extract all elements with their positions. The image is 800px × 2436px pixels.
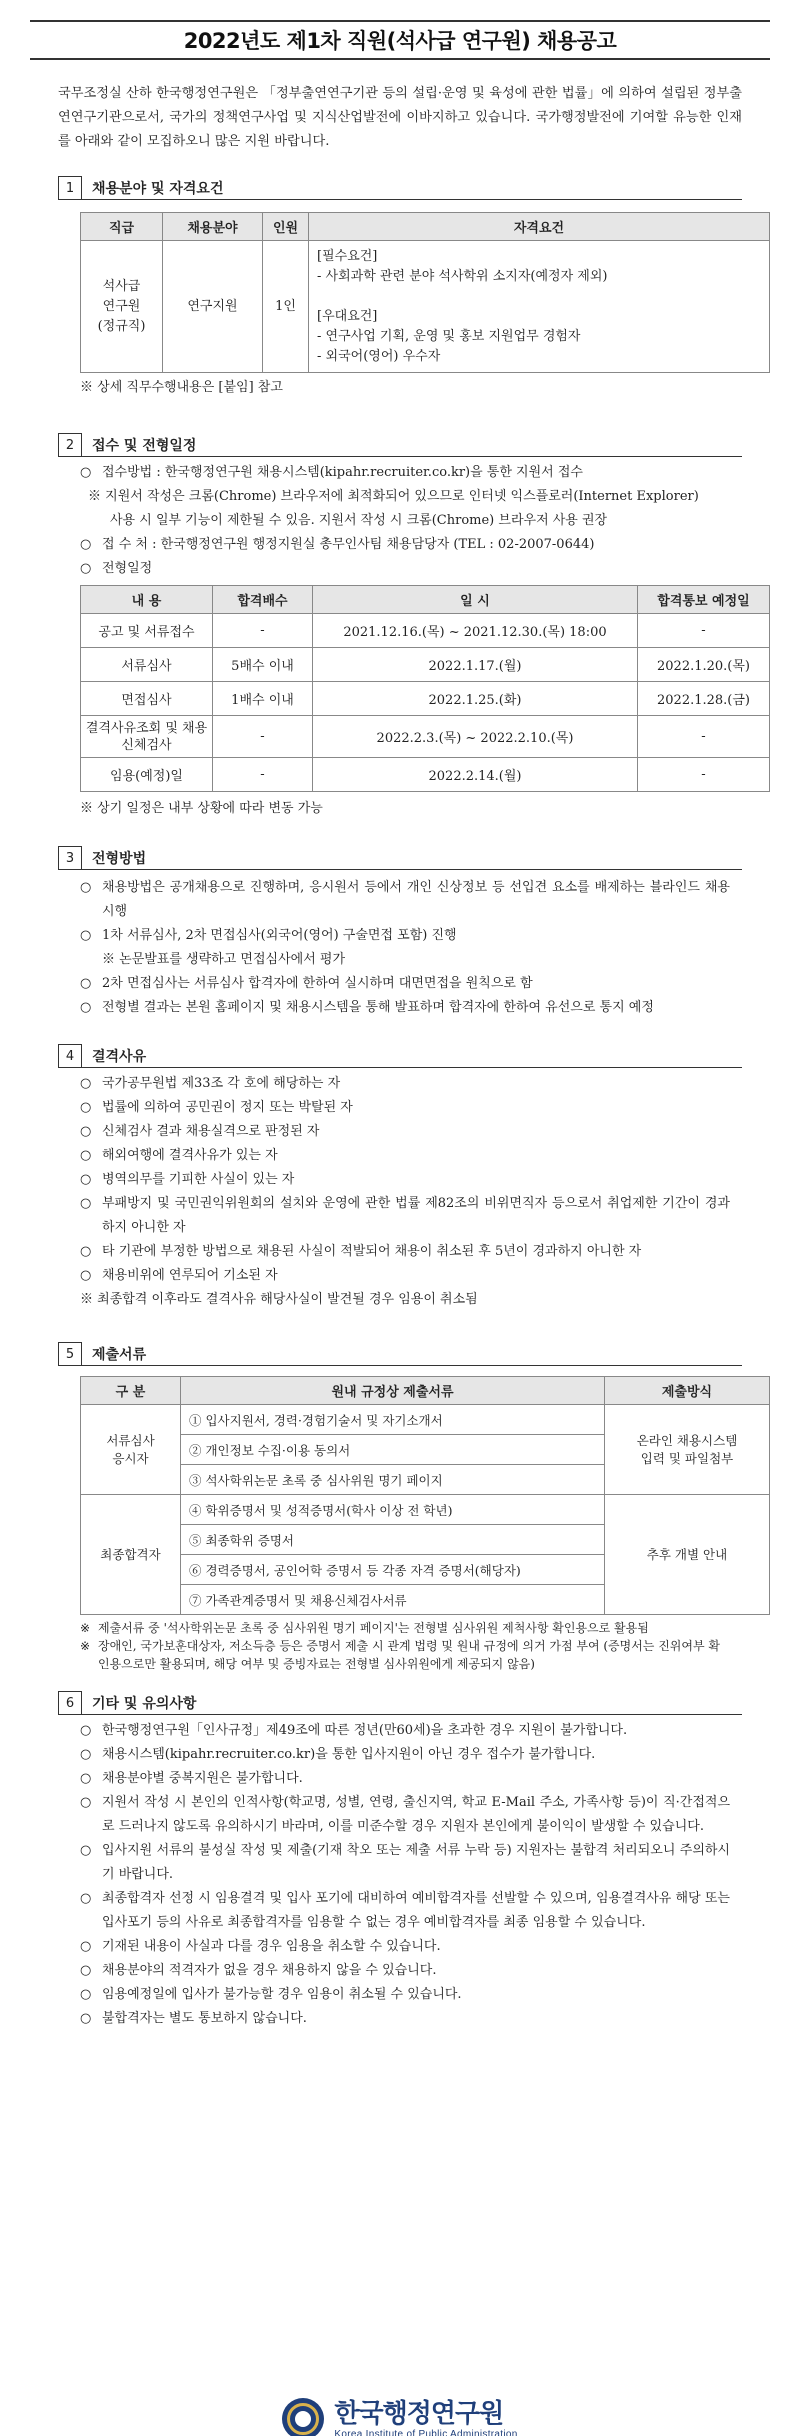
rank-line: 석사급 bbox=[102, 278, 141, 294]
section-1-header bbox=[58, 176, 742, 200]
document-cell: ⑤ 최종학위 증명서 bbox=[181, 1525, 605, 1555]
section-number: 2 bbox=[58, 433, 82, 457]
rank-line: 연구원 bbox=[102, 298, 141, 314]
bullet-icon: ○ bbox=[80, 465, 92, 480]
col-header: 합격배수 bbox=[213, 586, 313, 614]
list-item: ○ 기재된 내용이 사실과 다를 경우 임용을 취소할 수 있습니다. bbox=[80, 1935, 730, 1959]
bullet-icon: ○ bbox=[80, 1148, 92, 1163]
qualification-table bbox=[80, 212, 770, 373]
col-header: 구 분 bbox=[81, 1377, 181, 1405]
table-cell: 2022.1.20.(목) bbox=[638, 648, 770, 682]
bullet-icon: ○ bbox=[80, 880, 92, 895]
section-2-header bbox=[58, 433, 742, 457]
list-item: ○ 임용예정일에 입사가 불가능할 경우 임용이 취소될 수 있습니다. bbox=[80, 1983, 730, 2007]
section-title: 접수 및 전형일정 bbox=[92, 437, 197, 454]
table-cell: 2021.12.16.(목) ~ 2021.12.30.(목) 18:00 bbox=[313, 614, 638, 648]
list-item: ○ 부패방지 및 국민권익위원회의 설치와 운영에 관한 법률 제82조의 비위면직자 등으로서 취업제한 기간이 경과하지 아니한 자 bbox=[80, 1192, 730, 1240]
list-item: ○ 채용분야의 적격자가 없을 경우 채용하지 않을 수 있습니다. bbox=[80, 1959, 730, 1983]
bullet-icon: ○ bbox=[80, 1747, 92, 1762]
bullet-icon: ○ bbox=[80, 1000, 92, 1015]
list-item: ○ 채용시스템(kipahr.recruiter.co.kr)을 통한 입사지원이 아닌 경우 접수가 불가합니다. bbox=[80, 1743, 730, 1767]
bullet-icon: ○ bbox=[80, 1843, 92, 1858]
list-item: ○ 2차 면접심사는 서류심사 합격자에 한하여 실시하며 대면면접을 원칙으로 함 bbox=[80, 972, 730, 996]
table-cell: 공고 및 서류접수 bbox=[81, 614, 213, 648]
list-item: ○ 한국행정연구원「인사규정」제49조에 따른 정년(만60세)을 초과한 경우 지원이 불가합니다. bbox=[80, 1719, 730, 1743]
list-item: ○ 접 수 처 : 한국행정연구원 행정지원실 총무인사팀 채용담당자 (TEL : 02-2007-0644) bbox=[80, 533, 730, 557]
list-item: ○ 접수방법 : 한국행정연구원 채용시스템(kipahr.recruiter.co.kr)을 통한 지원서 접수 bbox=[80, 461, 730, 485]
col-header: 일 시 bbox=[313, 586, 638, 614]
table-row bbox=[81, 1405, 770, 1435]
list-item: ○ 법률에 의하여 공민권이 정지 또는 박탈된 자 bbox=[80, 1096, 730, 1120]
table-cell: - bbox=[213, 758, 313, 792]
list-item: ○ 해외여행에 결격사유가 있는 자 bbox=[80, 1144, 730, 1168]
list-item: ※ 최종합격 이후라도 결격사유 해당사실이 발견될 경우 임용이 취소됨 bbox=[80, 1292, 478, 1307]
table-cell: 2022.1.28.(금) bbox=[638, 682, 770, 716]
required-title: [필수요건] bbox=[317, 248, 378, 264]
list-item: ○ 채용방법은 공개채용으로 진행하며, 응시원서 등에서 개인 신상정보 등 선입견 요소를 배제하는 블라인드 채용 시행 bbox=[80, 876, 730, 924]
list-item: ○ 지원서 작성 시 본인의 인적사항(학교명, 성별, 연령, 출신지역, 학교 E-Mail 주소, 가족사항 등)이 직·간접적으로 드러나지 않도록 유의하시기 바라며, 이를 미준수할 경우 지원자 본인에게 불이익이 발생할 수 있습니다. bbox=[80, 1791, 730, 1839]
list-item: ○ 불합격자는 별도 통보하지 않습니다. bbox=[80, 2007, 730, 2031]
bullet-icon: ○ bbox=[80, 1196, 92, 1211]
col-header: 채용분야 bbox=[163, 213, 263, 241]
table-cell: 결격사유조회 및 채용신체검사 bbox=[81, 716, 213, 758]
reference-mark-icon: ※ bbox=[80, 1621, 91, 1635]
table-cell: - bbox=[638, 614, 770, 648]
bullet-icon: ○ bbox=[80, 1268, 92, 1283]
col-header: 자격요건 bbox=[309, 213, 770, 241]
section-title: 채용분야 및 자격요건 bbox=[92, 180, 224, 197]
list-item: ○ 전형일정 bbox=[80, 557, 730, 581]
table-row bbox=[81, 648, 770, 682]
note-item: ※ 장애인, 국가보훈대상자, 저소득층 등은 증명서 제출 시 관계 법령 및 원내 규정에 의거 가점 부여 (증명서는 진위여부 확인용으로만 활용되며, 해당 여부 및 증빙자료는 전형별 심사위원에게 제공되지 않음) bbox=[80, 1639, 720, 1671]
bullet-icon: ○ bbox=[80, 1891, 92, 1906]
rank-line: (정규직) bbox=[97, 318, 146, 334]
table-cell: 5배수 이내 bbox=[213, 648, 313, 682]
section-title: 결격사유 bbox=[92, 1048, 147, 1065]
application-info bbox=[80, 461, 730, 581]
org-name-korean: 한국행정연구원 bbox=[334, 2398, 504, 2429]
bullet-icon: ○ bbox=[80, 1723, 92, 1738]
table-cell: 2022.2.3.(목) ~ 2022.2.10.(목) bbox=[313, 716, 638, 758]
section-number: 1 bbox=[58, 176, 82, 200]
notice-list bbox=[80, 1719, 730, 2031]
count-cell: 1인 bbox=[263, 241, 309, 373]
table-cell: - bbox=[213, 716, 313, 758]
recruitment-notice bbox=[0, 20, 800, 2436]
document-cell: ④ 학위증명서 및 성적증명서(학사 이상 전 학년) bbox=[181, 1495, 605, 1525]
preferred-item: - 연구사업 기획, 운영 및 홍보 지원업무 경험자 bbox=[317, 328, 581, 344]
document-cell: ② 개인정보 수집·이용 동의서 bbox=[181, 1435, 605, 1465]
table-cell: - bbox=[638, 758, 770, 792]
list-item: ○ 1차 서류심사, 2차 면접심사(외국어(영어) 구술면접 포함) 진행 bbox=[80, 924, 730, 948]
table-row bbox=[81, 241, 770, 373]
col-header: 직급 bbox=[81, 213, 163, 241]
bullet-icon: ○ bbox=[80, 537, 92, 552]
table-row bbox=[81, 614, 770, 648]
list-subnote: 사용 시 일부 기능이 제한될 수 있음. 지원서 작성 시 크롬(Chrome) 브라우저 사용 권장 bbox=[110, 513, 608, 528]
document-cell: ③ 석사학위논문 초록 중 심사위원 명기 페이지 bbox=[181, 1465, 605, 1495]
section-title: 제출서류 bbox=[92, 1346, 147, 1363]
disqualification-list bbox=[80, 1072, 730, 1312]
reference-mark-icon: ※ bbox=[88, 489, 102, 504]
footer-logo bbox=[0, 2398, 800, 2436]
table-cell: 2022.2.14.(월) bbox=[313, 758, 638, 792]
table-row bbox=[81, 1495, 770, 1525]
col-header: 제출방식 bbox=[605, 1377, 770, 1405]
bullet-icon: ○ bbox=[80, 1172, 92, 1187]
list-item: ○ 채용분야별 중복지원은 불가합니다. bbox=[80, 1767, 730, 1791]
bullet-icon: ○ bbox=[80, 1076, 92, 1091]
list-subnote: ※ 논문발표를 생략하고 면접심사에서 평가 bbox=[102, 952, 346, 967]
section-note: ※ 상세 직무수행내용은 [붙임] 참고 bbox=[80, 380, 283, 395]
table-cell: 면접심사 bbox=[81, 682, 213, 716]
document-cell: ① 입사지원서, 경력·경험기술서 및 자기소개서 bbox=[181, 1405, 605, 1435]
section-3-header bbox=[58, 846, 742, 870]
table-cell: - bbox=[213, 614, 313, 648]
list-item: ○ 최종합격자 선정 시 임용결격 및 입사 포기에 대비하여 예비합격자를 선발할 수 있으며, 임용결격사유 해당 또는 입사포기 등의 사유로 최종합격자를 임용할 수 없는 경우 예비합격자를 최종 임용할 수 있습니다. bbox=[80, 1887, 730, 1935]
title-bar bbox=[30, 20, 770, 60]
intro-paragraph: 국무조정실 산하 한국행정연구원은 「정부출연연구기관 등의 설립·운영 및 육성에 관한 법률」에 의하여 설립된 정부출연연구기관으로서, 국가의 정책연구사업 및 지식산업발전에 이바지하고 있습니다. 국가행정발전에 기여할 유능한 인재를 아래와 같이 모집하오니 많은 지원 바랍니다. bbox=[58, 86, 742, 149]
bullet-icon: ○ bbox=[80, 561, 92, 576]
preferred-item: - 외국어(영어) 우수자 bbox=[317, 348, 441, 364]
table-cell: 임용(예정)일 bbox=[81, 758, 213, 792]
table-cell: 2022.1.17.(월) bbox=[313, 648, 638, 682]
section-note: ※ 상기 일정은 내부 상황에 따라 변동 가능 bbox=[80, 801, 323, 816]
col-header: 합격통보 예정일 bbox=[638, 586, 770, 614]
section-6-header bbox=[58, 1691, 742, 1715]
org-name-english: Korea Institute of Public Administration bbox=[334, 2428, 518, 2436]
col-header: 인원 bbox=[263, 213, 309, 241]
bullet-icon: ○ bbox=[80, 1795, 92, 1810]
list-item: ○ 신체검사 결과 채용실격으로 판정된 자 bbox=[80, 1120, 730, 1144]
section-number: 6 bbox=[58, 1691, 82, 1715]
bullet-icon: ○ bbox=[80, 1100, 92, 1115]
method-cell: 추후 개별 안내 bbox=[605, 1495, 770, 1615]
table-cell: 서류심사 bbox=[81, 648, 213, 682]
note-item: ※ 제출서류 중 '석사학위논문 초록 중 심사위원 명기 페이지'는 전형별 심사위원 제척사항 확인용으로 활용됨 bbox=[80, 1621, 649, 1635]
group-label-cell: 서류심사 응시자 bbox=[81, 1405, 181, 1495]
section-title: 기타 및 유의사항 bbox=[92, 1695, 197, 1712]
documents-notes bbox=[80, 1619, 730, 1673]
required-item: - 사회과학 관련 분야 석사학위 소지자(예정자 제외) bbox=[317, 268, 608, 284]
bullet-icon: ○ bbox=[80, 1963, 92, 1978]
section-title: 전형방법 bbox=[92, 850, 147, 867]
table-cell: 2022.1.25.(화) bbox=[313, 682, 638, 716]
selection-method-list bbox=[80, 876, 730, 1020]
table-row bbox=[81, 758, 770, 792]
list-item: ○ 국가공무원법 제33조 각 호에 해당하는 자 bbox=[80, 1072, 730, 1096]
document-cell: ⑥ 경력증명서, 공인어학 증명서 등 각종 자격 증명서(해당자) bbox=[181, 1555, 605, 1585]
bullet-icon: ○ bbox=[80, 1244, 92, 1259]
list-item: ○ 채용비위에 연루되어 기소된 자 bbox=[80, 1264, 730, 1288]
requirements-cell bbox=[309, 241, 770, 373]
org-name bbox=[334, 2399, 517, 2436]
section-number: 5 bbox=[58, 1342, 82, 1366]
list-item: ○ 입사지원 서류의 불성실 작성 및 제출(기재 착오 또는 제출 서류 누락 등) 지원자는 불합격 처리되오니 주의하시기 바랍니다. bbox=[80, 1839, 730, 1887]
list-subnote: ※ 지원서 작성은 크롬(Chrome) 브라우저에 최적화되어 있으므로 인터넷 익스플로러(Internet Explorer) bbox=[88, 489, 699, 504]
table-cell: - bbox=[638, 716, 770, 758]
bullet-icon: ○ bbox=[80, 2011, 92, 2026]
field-cell: 연구지원 bbox=[163, 241, 263, 373]
list-item: ○ 타 기관에 부정한 방법으로 채용된 사실이 적발되어 채용이 취소된 후 5년이 경과하지 아니한 자 bbox=[80, 1240, 730, 1264]
bullet-icon: ○ bbox=[80, 1124, 92, 1139]
bullet-icon: ○ bbox=[80, 1939, 92, 1954]
document-cell: ⑦ 가족관계증명서 및 채용신체검사서류 bbox=[181, 1585, 605, 1615]
bullet-icon: ○ bbox=[80, 1987, 92, 2002]
section-5-header bbox=[58, 1342, 742, 1366]
bullet-icon: ○ bbox=[80, 928, 92, 943]
bullet-icon: ○ bbox=[80, 1771, 92, 1786]
reference-mark-icon: ※ bbox=[80, 1639, 91, 1653]
bullet-icon: ○ bbox=[80, 976, 92, 991]
table-row bbox=[81, 716, 770, 758]
method-cell: 온라인 채용시스템 입력 및 파일첨부 bbox=[605, 1405, 770, 1495]
schedule-table bbox=[80, 585, 770, 792]
section-number: 3 bbox=[58, 846, 82, 870]
col-header: 내 용 bbox=[81, 586, 213, 614]
rank-cell bbox=[81, 241, 163, 373]
table-row bbox=[81, 682, 770, 716]
group-label-cell: 최종합격자 bbox=[81, 1495, 181, 1615]
table-cell: 1배수 이내 bbox=[213, 682, 313, 716]
documents-table bbox=[80, 1376, 770, 1615]
institute-emblem-icon bbox=[282, 2398, 324, 2436]
preferred-title: [우대요건] bbox=[317, 308, 378, 324]
page-title: 2022년도 제1차 직원(석사급 연구원) 채용공고 bbox=[183, 29, 617, 53]
col-header: 원내 규정상 제출서류 bbox=[181, 1377, 605, 1405]
section-number: 4 bbox=[58, 1044, 82, 1068]
section-4-header bbox=[58, 1044, 742, 1068]
list-item: ○ 전형별 결과는 본원 홈페이지 및 채용시스템을 통해 발표하며 합격자에 한하여 유선으로 통지 예정 bbox=[80, 996, 730, 1020]
list-item: ○ 병역의무를 기피한 사실이 있는 자 bbox=[80, 1168, 730, 1192]
